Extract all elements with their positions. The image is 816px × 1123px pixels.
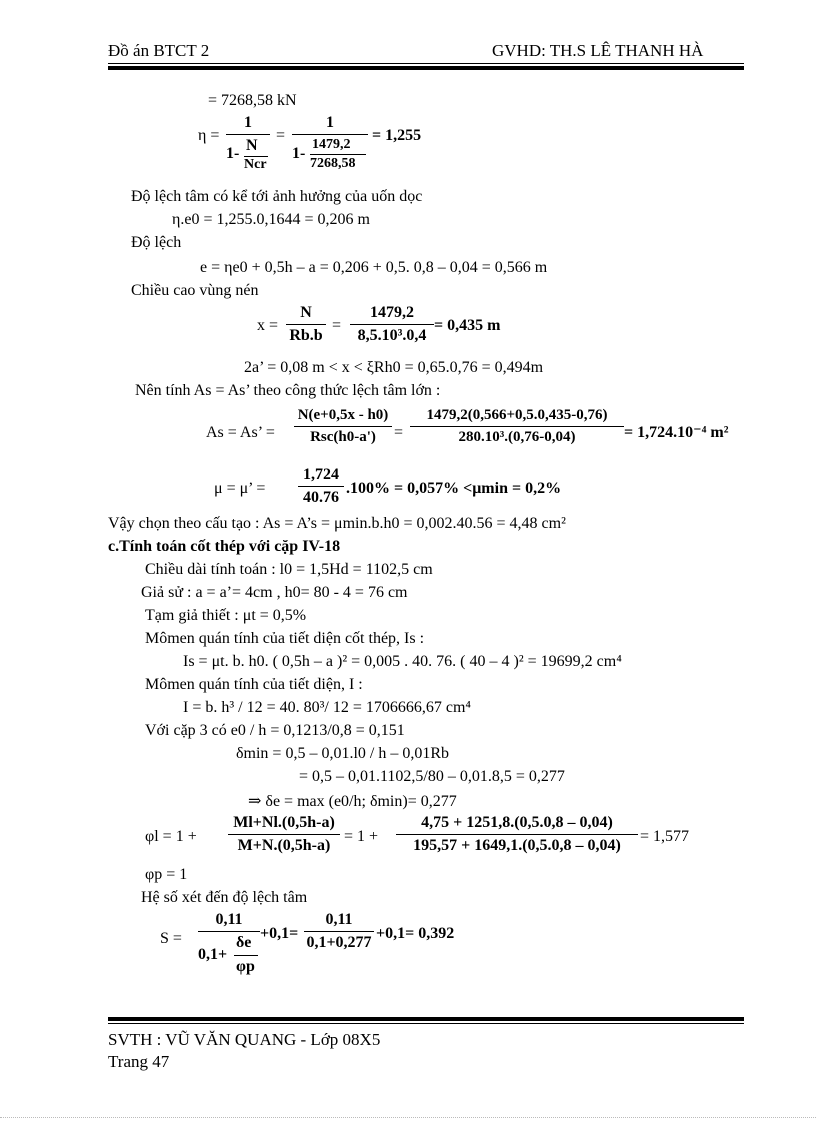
body-line: Mômen quán tính của tiết diện cốt thép, Is : (145, 630, 425, 647)
body-line: Nên tính As = As’ theo công thức lệch tâm lớn : (135, 382, 441, 399)
body-line: Mômen quán tính của tiết diện, I : (145, 676, 363, 693)
formula-lhs: As = As’ = (206, 424, 275, 441)
footer-page-number: Trang 47 (108, 1052, 170, 1071)
fraction-inner-denominator: φp (236, 958, 255, 975)
fraction (286, 304, 326, 345)
fraction-inner-bar (234, 955, 258, 956)
fraction-denominator (226, 137, 270, 173)
fraction-denominator: 8,5.10³.0,4 (357, 327, 427, 344)
fraction-numerator: 1479,2(0,566+0,5.0,435-0,76) (426, 407, 608, 423)
fraction-denominator: 0,1+0,277 (306, 934, 372, 951)
fraction-bar (410, 426, 624, 427)
fraction-numerator: 0,11 (325, 911, 353, 928)
body-line: = 7268,58 kN (208, 92, 297, 109)
formula-result: +0,1= 0,392 (376, 925, 455, 942)
fraction (298, 466, 344, 507)
fraction-bar (292, 134, 368, 135)
body-line: Với cặp 3 có e0 / h = 0,1213/0,8 = 0,151 (145, 722, 405, 739)
body-line: Chiều cao vùng nén (131, 282, 259, 299)
fraction (304, 911, 374, 952)
fraction (294, 407, 392, 446)
body-line: Is = μt. b. h0. ( 0,5h – a )² = 0,005 . 40. 76. ( 40 – 4 )² = 19699,2 cm⁴ (183, 653, 622, 670)
fraction-denominator: 40.76 (303, 489, 339, 506)
fraction-denominator: Rsc(h0-a') (310, 429, 376, 445)
formula-equals: = (332, 317, 342, 334)
fraction-prefix: 1- (292, 145, 306, 162)
fraction (410, 407, 624, 446)
fraction-numerator: Ml+Nl.(0,5h-a) (233, 814, 335, 831)
formula-result: = 1,724.10⁻⁴ m² (624, 424, 729, 441)
fraction-prefix: 1- (226, 145, 240, 162)
formula-equals: = 1 + (344, 828, 379, 845)
header-rule-thin (108, 63, 744, 64)
fraction-inner-denominator: 7268,58 (310, 156, 356, 171)
page-bottom-divider (0, 1117, 816, 1118)
header-rule-thick (108, 66, 744, 70)
formula-lhs: φl = 1 + (145, 828, 197, 845)
fraction-bar (350, 324, 434, 325)
formula-equals: = (276, 127, 286, 144)
formula-lhs: μ = μ’ = (214, 480, 266, 497)
fraction-bar (396, 834, 638, 835)
fraction-bar (294, 426, 392, 427)
fraction (198, 911, 260, 978)
fraction-inner-numerator: δe (236, 934, 252, 951)
fraction-denominator (198, 934, 260, 978)
fraction-denominator: 195,57 + 1649,1.(0,5.0,8 – 0,04) (413, 837, 621, 854)
fraction-bar (228, 834, 340, 835)
body-line: Tạm giả thiết : μt = 0,5% (145, 607, 307, 624)
body-line: Độ lệch tâm có kể tới ảnh hưởng của uốn dọc (131, 188, 423, 205)
formula-result: = 1,577 (640, 828, 690, 845)
body-line: δmin = 0,5 – 0,01.l0 / h – 0,01Rb (236, 745, 450, 762)
body-line: Giả sử : a = a’= 4cm , h0= 80 - 4 = 76 cm (141, 584, 408, 601)
body-line: η.e0 = 1,255.0,1644 = 0,206 m (172, 211, 370, 228)
fraction-bar (286, 324, 326, 325)
body-line: 2a’ = 0,08 m < x < ξRh0 = 0,65.0,76 = 0,494m (244, 359, 544, 376)
body-line: Hệ số xét đến độ lệch tâm (141, 889, 308, 906)
fraction-bar (198, 931, 260, 932)
formula-lhs: x = (257, 317, 279, 334)
formula-result: = 1,255 (372, 127, 422, 144)
body-line: φp = 1 (145, 866, 188, 883)
body-line: Độ lệch (131, 234, 182, 251)
fraction-numerator: 1479,2 (370, 304, 414, 321)
formula-lhs: S = (160, 930, 182, 947)
formula-result: = 0,435 m (434, 317, 501, 334)
fraction-numerator: N(e+0,5x - h0) (297, 407, 389, 423)
formula-operator: +0,1= (260, 925, 299, 942)
body-line: Vậy chọn theo cấu tạo : As = A’s = μmin.b.h0 = 0,002.40.56 = 4,48 cm² (108, 515, 566, 532)
section-heading: c.Tính toán cốt thép với cặp IV-18 (108, 538, 341, 555)
fraction-denominator: M+N.(0,5h-a) (237, 837, 331, 854)
fraction-numerator: 1 (326, 114, 334, 131)
body-line: ⇒ δe = max (e0/h; δmin)= 0,277 (248, 793, 457, 810)
fraction (226, 114, 270, 173)
fraction (396, 814, 638, 855)
footer-rule-thick (108, 1017, 744, 1021)
fraction-inner-bar (310, 154, 366, 155)
formula-equals: = (394, 424, 404, 441)
header-left: Đồ án BTCT 2 (108, 41, 210, 60)
body-line: I = b. h³ / 12 = 40. 80³/ 12 = 1706666,67 cm⁴ (183, 699, 472, 716)
body-line: = 0,5 – 0,01.1102,5/80 – 0,01.8,5 = 0,277 (299, 768, 565, 785)
body-line: Chiều dài tính toán : l0 = 1,5Hd = 1102,5 cm (145, 561, 433, 578)
footer-student: SVTH : VŨ VĂN QUANG - Lớp 08X5 (108, 1030, 381, 1049)
fraction (292, 114, 368, 173)
fraction-bar (226, 134, 270, 135)
fraction-inner-numerator: N (246, 137, 258, 154)
fraction-numerator: 1 (244, 114, 252, 131)
fraction-inner-numerator: 1479,2 (312, 137, 351, 152)
fraction-denominator (292, 137, 368, 173)
fraction-numerator: 4,75 + 1251,8.(0,5.0,8 – 0,04) (421, 814, 613, 831)
fraction-bar (298, 486, 344, 487)
fraction-numerator: N (300, 304, 312, 321)
fraction (350, 304, 434, 345)
fraction-numerator: 0,11 (215, 911, 243, 928)
fraction-numerator: 1,724 (303, 466, 339, 483)
fraction-denominator: Rb.b (289, 327, 323, 344)
formula-result: .100% = 0,057% <μmin = 0,2% (346, 480, 562, 497)
fraction-prefix: 0,1+ (198, 946, 228, 963)
fraction-inner-denominator: Ncr (244, 157, 267, 172)
body-line: e = ηe0 + 0,5h – a = 0,206 + 0,5. 0,8 – 0,04 = 0,566 m (200, 259, 548, 276)
formula-lhs: η = (198, 127, 220, 144)
fraction-denominator: 280.10³.(0,76-0,04) (458, 429, 576, 445)
header-right: GVHD: TH.S LÊ THANH HÀ (492, 41, 704, 60)
footer-rule-thin (108, 1023, 744, 1024)
fraction (228, 814, 340, 855)
fraction-bar (304, 931, 374, 932)
